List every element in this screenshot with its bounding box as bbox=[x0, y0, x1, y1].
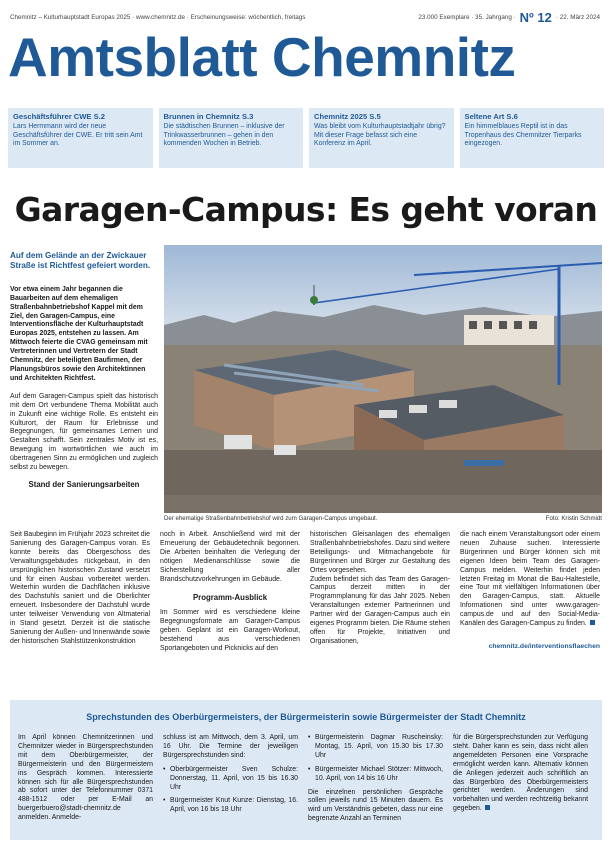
office-hours-columns bbox=[10, 734, 602, 824]
office-hours-heading: Sprechstunden des Oberbürgermeisters, der Bürgermeisterin sowie Bürgermeister der Stadt Chemnitz bbox=[86, 712, 526, 722]
office-column: Im April können Chemnitzerinnen und Chemnitzer wieder in Bürgersprechstunden mit dem Oberbürgermeister, der Bürgermeisterin und den Bürgermeistern ins Gespräch kommen. Interessierte können sich für alle Bürgersprechstunden ab sofort unter der Telefonnummer 0371 488-1512 oder per E-Mail an buergerbuero@stadt-chemnitz.de anmelden. Anmelde- bbox=[18, 734, 153, 822]
article-paragraph: Im Sommer wird es verschiedene kleine Begegnungsformate am Garagen-Campus geben. Geplant ist ein Garagen-Workout, bestehend aus verschiedenen Sportangeboten und Picknicks auf den bbox=[160, 609, 300, 652]
article-column bbox=[310, 531, 450, 654]
photo-illustration bbox=[164, 245, 602, 513]
article-text: die nach einem Veranstaltungsort oder einem neuen Zuhause suchen. Interessierte Bürgerinnen und Bürger können sich mit eigenen Ideen beim Team des Garagen-Campus melden. Weiterhin findet jeden letzten Freitag im Monat die Bau-Haltestelle, eine Tour mit vielfältigen Informationen über den Garagen-Campus, statt. Aktuelle Informationen sind unter www.garagen-campus.de und auf den Social-Media-Kanälen des Garagen-Campus zu finden. bbox=[460, 531, 600, 628]
teaser-box[interactable] bbox=[460, 108, 605, 168]
article-columns bbox=[10, 531, 602, 654]
office-list-item: • Bürgermeister Knut Kunze: Dienstag, 16. April, von 16 bis 18 Uhr bbox=[163, 797, 298, 815]
lead-text: Auf dem Gelände an der Zwickauer Straße ist Richtfest gefeiert worden. bbox=[10, 251, 151, 271]
office-hours-box bbox=[10, 700, 602, 840]
photo-caption bbox=[164, 515, 602, 522]
issue-number: Nº 12 bbox=[519, 9, 552, 25]
issue-date: · 22. März 2024 bbox=[555, 13, 600, 21]
article-column bbox=[10, 531, 150, 654]
left-column bbox=[10, 251, 158, 489]
office-column bbox=[453, 734, 588, 824]
teaser-text: Was bleibt vom Kulturhauptstadtjahr übrig? Mit dieser Frage befasst sich eine Konferenz im April. bbox=[314, 123, 446, 148]
construction-photo bbox=[164, 245, 602, 513]
end-square-icon bbox=[590, 620, 595, 625]
office-list bbox=[308, 734, 443, 784]
teaser-box[interactable] bbox=[8, 108, 153, 168]
intro-paragraph: Vor etwa einem Jahr begannen die Bauarbeiten auf dem ehemaligen Straßenbahnbetriebshof Kappel mit dem Ziel, den Garagen-Campus, eine Interventionsfläche der Kulturhauptstadt Europas 2025, entstehen zu lassen. Am Mittwoch feierte die CVAG gemeinsam mit Vertreterinnen und Vertretern der Stadt Chemnitz, der beteiligten Baufirmen, der Planungsbüros sowie den Architektinnen und Architekten Richtfest. bbox=[10, 285, 148, 382]
article-paragraph: Zudem befindet sich das Team des Garagen-Campus derzeit mitten in der Programmplanung für das Jahr 2025. Neben Veranstaltungen externer Partnerinnen und Partner wird der Garagen-Campus auch ein eigenes Programm bieten. Die Räume stehen offen für Projekte, Initiativen und Organisationen, bbox=[310, 575, 450, 645]
office-list-item: • Bürgermeister Michael Stötzer: Mittwoch, 10. April, von 14 bis 16 Uhr bbox=[308, 766, 443, 784]
office-column bbox=[163, 734, 298, 824]
article-column bbox=[160, 531, 300, 654]
teaser-text: Die städtischen Brunnen – inklusive der Trinkwasserbrunnen – gehen in den kommenden Wochen in Betrieb. bbox=[163, 123, 285, 148]
photo-credit: Foto: Kristin Schmidt bbox=[545, 515, 602, 522]
body-paragraph: Auf dem Garagen-Campus spielt das historisch mit dem Ort verbundene Thema Mobilität auch in Zukunft eine wichtige Rolle. Es entsteht ein Kulturort, der Raum für Erlebnisse und Begegnungen, für gemeinsames Lernen und Gestalten schafft. Sein zentrales Motiv ist es, Bewegung im wortwörtlichen wie auch im übertragenen Sinn zu ermöglichen und zugleich selbst zu bewegen. bbox=[10, 392, 158, 472]
header-meta bbox=[10, 9, 600, 25]
office-paragraph: schluss ist am Mittwoch, dem 3. April, um 16 Uhr. Die Termine der jeweiligen Bürgersprechstunden sind: bbox=[163, 734, 298, 759]
meta-line: Chemnitz – Kulturhauptstadt Europas 2025 · www.chemnitz.de · Erscheinungsweise: wöchentlich, freitags bbox=[10, 13, 306, 21]
office-column bbox=[308, 734, 443, 824]
teaser-box[interactable] bbox=[309, 108, 454, 168]
office-list bbox=[163, 766, 298, 816]
article-paragraph: Seit Baubeginn im Frühjahr 2023 schreitet die Sanierung des Garagen-Campus voran. Es konnte bereits das Obergeschoss des Verwaltungsgebäudes rückgebaut, in den ursprünglichen historischen Zustand versetzt und für einen Ausbau vorbereitet werden. Weiterhin wurden die Dachflächen inklusive des Dachstuhls saniert und die Oberlichter erneuert. Insbesondere der Dachstuhl wurde unter teilweiser Verwendung von Altmaterial in Stand gesetzt. Derzeit ist die statische Sanierung der Außen- und Innenwände sowie der historischen Stahlstützenkonstruktion bbox=[10, 531, 150, 645]
masthead-title: Amtsblatt Chemnitz bbox=[8, 26, 516, 88]
article-paragraph: historischen Gleisanlagen des ehemaligen Straßenbahnbetriebshofes. Dazu sind weitere Beteiligungs- und Mitmachangebote für Bürgerinnen und Bürger zur Gestaltung des Ortes vorgesehen. bbox=[310, 531, 450, 574]
office-list-item: • Bürgermeisterin Dagmar Ruscheinsky: Montag, 15. April, von 15.30 bis 17.30 Uhr bbox=[308, 734, 443, 761]
article-paragraph bbox=[460, 531, 600, 629]
subheading: Programm-Ausblick bbox=[192, 593, 268, 603]
office-paragraph: für die Bürgersprechstunden zur Verfügung steht. Daher kann es sein, dass nicht allen angemeldeten Personen eine Vorsprache ermöglicht werden kann. Alternativ können die Anliegen jederzeit auch schriftlich an das Bürgerbüro des Oberbürgermeisters gerichtet werden. Änderungen sind vorbehalten und werden rechtzeitig bekannt gegeben. bbox=[453, 734, 588, 813]
teaser-heading: Seltene Art S.6 bbox=[464, 112, 518, 121]
article-paragraph: noch in Arbeit. Anschließend wird mit der Erneuerung der Gebäudetechnik begonnen. Die Arbeiten beinhalten die Verlegung der nötigen Medienanschlüsse sowie die Sicherstellung aller Brandschutzvorkehrungen im Gebäude. bbox=[160, 531, 300, 583]
article-column bbox=[460, 531, 600, 654]
teaser-box[interactable] bbox=[159, 108, 304, 168]
subheading: Stand der Sanierungsarbeiten bbox=[28, 479, 140, 489]
issue-circulation: 23.000 Exemplare · 35. Jahrgang · bbox=[418, 13, 516, 21]
teaser-heading: Chemnitz 2025 S.5 bbox=[314, 112, 381, 121]
issue-info bbox=[418, 10, 600, 25]
interventions-link[interactable]: chemnitz.de/interventionsflaechen bbox=[488, 642, 600, 650]
office-list-item: • Oberbürgermeister Sven Schulze: Donnerstag, 11. April, von 15 bis 16.30 Uhr bbox=[163, 766, 298, 793]
main-headline: Garagen-Campus: Es geht voran bbox=[14, 190, 598, 229]
caption-text: Der ehemalige Straßenbahnbetriebshof wird zum Garagen-Campus umgebaut. bbox=[164, 515, 378, 522]
teaser-text: Ein himmelblaues Reptil ist in das Tropenhaus des Chemnitzer Tierparks eingezogen. bbox=[464, 123, 582, 148]
teaser-heading: Geschäftsführer CWE S.2 bbox=[13, 112, 105, 121]
teaser-bar bbox=[8, 108, 604, 168]
teaser-heading: Brunnen in Chemnitz S.3 bbox=[163, 112, 254, 121]
office-paragraph: Die einzelnen persönlichen Gespräche sollen jeweils rund 15 Minuten dauern. Es wird um Verständnis gebeten, dass nur eine begrenzte Anzahl an Terminen bbox=[308, 788, 443, 823]
teaser-text: Lars Hermmann wird der neue Geschäftsführer der CWE. Er tritt sein Amt im Sommer an. bbox=[13, 123, 143, 148]
end-square-icon bbox=[485, 805, 490, 810]
